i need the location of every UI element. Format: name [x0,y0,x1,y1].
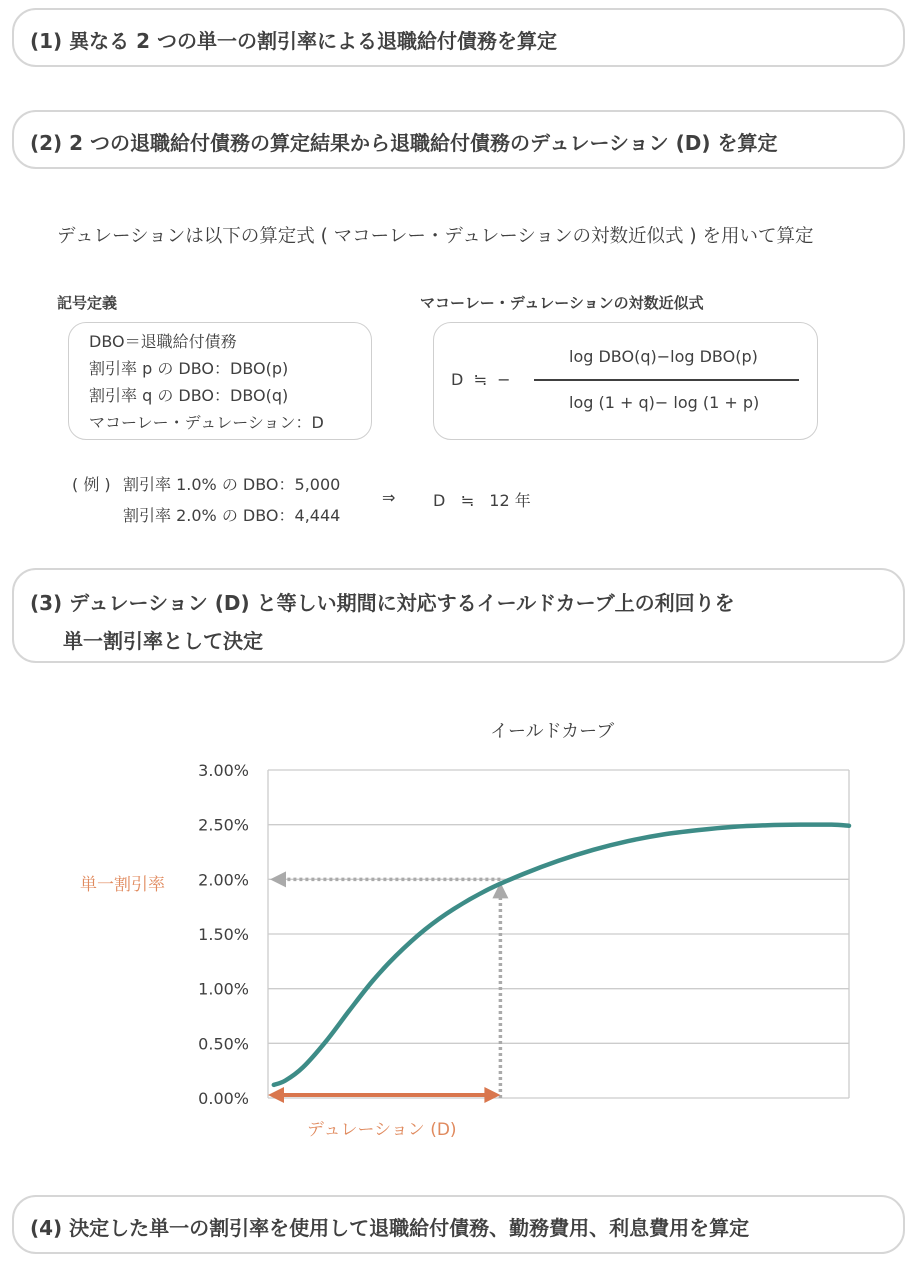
single-discount-rate-label: 単一割引率 [80,875,165,895]
example-prefix: ( 例 ) [72,475,111,494]
series-group [274,825,849,1085]
step-2-text: (2) 2 つの退職給付債務の算定結果から退職給付債務のデュレーション (D) を算定 [30,131,778,155]
step-3-box [12,568,905,663]
formula-denominator: log (1 + q)− log (1 + p) [569,393,760,412]
definitions-heading: 記号定義 [57,294,118,312]
step-3-text-line-1: (3) デュレーション (D) と等しい期間に対応するイールドカーブ上の利回りを [30,591,735,615]
formula-panel [433,322,818,440]
definition-line: 割引率 q の DBO：DBO(q) [89,386,289,405]
duration-arrowhead-left [268,1087,284,1103]
y-tick-label: 1.50% [198,925,249,944]
yield-curve-chart [0,740,920,1220]
duration-arrowhead-right [484,1087,500,1103]
y-tick-label: 0.50% [198,1034,249,1054]
duration-label: デュレーション (D) [307,1120,457,1140]
example-line-1: 割引率 1.0% の DBO：5,000 [123,475,341,494]
step-3-text-line-2: 単一割引率として決定 [63,629,263,653]
y-tick-label: 1.00% [198,979,249,999]
y-tick-label: 0.00% [198,1089,249,1108]
chart-title: イールドカーブ [490,721,615,742]
y-tick-label: 2.50% [198,815,249,835]
step-2-box [12,110,905,169]
horizontal-guide-arrowhead [270,871,286,887]
definition-line: 割引率 p の DBO：DBO(p) [89,359,289,378]
example-result: D ≒ 12 年 [433,491,531,510]
intro-text: デュレーションは以下の算定式 ( マコーレー・デュレーションの対数近似式 ) を用いて算定 [57,226,814,247]
step-4-text: (4) 決定した単一の割引率を使用して退職給付債務、勤務費用、利息費用を算定 [30,1216,750,1240]
step-1-box [12,8,905,67]
example-arrow: ⇒ [382,488,396,507]
example-line-2: 割引率 2.0% の DBO：4,444 [123,506,341,525]
fraction-bar [534,379,799,381]
formula-heading: マコーレー・デュレーションの対数近似式 [420,294,704,312]
step-1-text: (1) 異なる 2 つの単一の割引率による退職給付債務を算定 [30,29,558,53]
formula-lhs: D ≒ − [451,370,511,389]
yield-curve-line [274,825,849,1085]
y-tick-label: 3.00% [198,761,249,780]
marker-group [268,1087,500,1103]
y-axis-ticks [198,761,249,1108]
y-tick-label: 2.00% [198,870,249,890]
formula-numerator: log DBO(q)−log DBO(p) [569,347,758,366]
step-4-box [12,1195,905,1254]
definitions-panel [68,322,372,440]
definition-line: マコーレー・デュレーション：D [89,413,324,432]
chart-grid [268,770,849,1098]
definition-line: DBO＝退職給付債務 [89,332,237,351]
